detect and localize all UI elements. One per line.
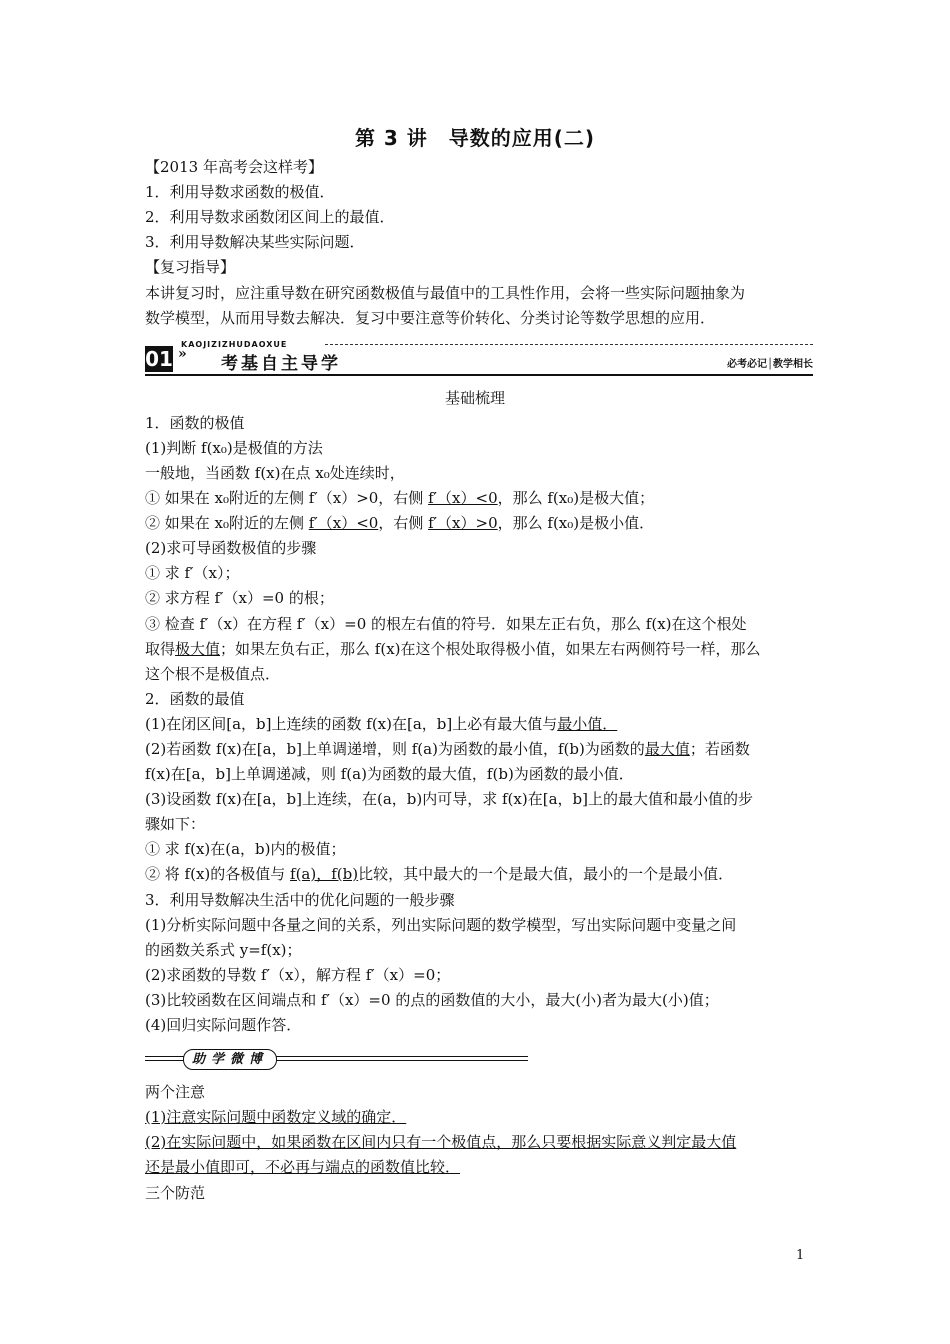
s3-title: 3．利用导数解决生活中的优化问题的一般步骤 xyxy=(145,891,455,909)
subheading: 基础梳理 xyxy=(444,389,505,407)
text-run: ② 如果在 x₀附近的左侧 xyxy=(145,514,309,532)
three-cautions-title: 三个防范 xyxy=(145,1184,206,1202)
banner-section-title: 考基自主导学 xyxy=(221,354,341,374)
s2-p3b: 骤如下： xyxy=(145,815,206,833)
double-chevron-icon: » xyxy=(178,346,187,362)
s3-p3: (3)比较函数在区间端点和 f′（x）=0 的点的函数值的大小，最大(小)者为最大(小)值； xyxy=(145,991,719,1009)
objective-2: 2．利用导数求函数闭区间上的最值． xyxy=(145,208,395,226)
text-run: (2)若函数 f(x)在[a，b]上单调递增，则 f(a)为函数的最小值，f(b)为函数的 xyxy=(145,740,645,758)
review-line-2: 数学模型，从而用导数去解决．复习中要注意等价转化、分类讨论等数学思想的应用． xyxy=(145,309,716,327)
s2-step-1: ① 求 f(x)在(a，b)内的极值； xyxy=(145,840,346,858)
objective-1: 1．利用导数求函数的极值． xyxy=(145,183,335,201)
text-run: ，右侧 xyxy=(378,514,429,532)
section-banner xyxy=(145,340,813,376)
review-line-1: 本讲复习时，应注重导数在研究函数极值与最值中的工具性作用，会将一些实际问题抽象为 xyxy=(145,284,746,302)
banner-pinyin: KAOJIZIZHUDAOXUE xyxy=(181,340,288,349)
s1-case-1 xyxy=(145,488,654,508)
s1-step-3c: 这个根不是极值点． xyxy=(145,665,281,683)
banner-number: 01 xyxy=(145,347,173,371)
s2-p2 xyxy=(145,739,750,759)
text-run: ；若函数 xyxy=(689,740,750,758)
note-2a: (2)在实际问题中，如果函数在区间内只有一个极值点，那么只要根据实际意义判定最大值 xyxy=(145,1133,737,1151)
text-run: ① 如果在 x₀附近的左侧 f′（x）>0，右侧 xyxy=(145,489,429,507)
s3-p4: (4)回归实际问题作答． xyxy=(145,1016,302,1034)
s1-step-2: ② 求方程 f′（x）=0 的根； xyxy=(145,589,334,607)
underlined-answer: f′（x）<0 xyxy=(428,489,498,507)
s3-p2: (2)求函数的导数 f′（x），解方程 f′（x）=0； xyxy=(145,966,451,984)
text-run: 比较，其中最大的一个是最大值，最小的一个是最小值． xyxy=(358,865,734,883)
underlined-answer: 极大值 xyxy=(175,640,221,658)
banner-underline xyxy=(145,374,813,376)
underlined-answer: f′（x）<0 xyxy=(308,514,379,532)
underlined-answer: f′（x）>0 xyxy=(428,514,498,532)
text-run: ② 将 f(x)的各极值与 xyxy=(145,865,291,883)
underlined-answer: 最小值． xyxy=(557,715,618,733)
note-1: (1)注意实际问题中函数定义域的确定． xyxy=(145,1108,407,1126)
text-run: ；如果左负右正，那么 f(x)在这个根处取得极小值，如果左右两侧符号一样，那么 xyxy=(220,640,761,658)
text-run: ，那么 f(x₀)是极小值． xyxy=(497,514,655,532)
text-run: (1)在闭区间[a，b]上连续的函数 f(x)在[a，b]上必有最大值与 xyxy=(145,715,558,733)
s1-p3: (2)求可导函数极值的步骤 xyxy=(145,539,317,557)
banner-right-label: 必考必记│教学相长 xyxy=(726,359,813,370)
objective-3: 3．利用导数解决某些实际问题． xyxy=(145,233,365,251)
text-run: ，那么 f(x₀)是极大值； xyxy=(497,489,655,507)
s1-p2: 一般地，当函数 f(x)在点 x₀处连续时， xyxy=(145,464,405,482)
review-header: 【复习指导】 xyxy=(145,258,236,276)
underlined-answer: f(a)，f(b) xyxy=(290,865,359,883)
underlined-answer: 最大值 xyxy=(644,740,690,758)
zhuxue-weibo-divider xyxy=(145,1048,528,1070)
s1-title: 1．函数的极值 xyxy=(145,414,245,432)
banner-dashed-line xyxy=(325,344,813,345)
exam-header: 【2013 年高考会这样考】 xyxy=(145,158,323,176)
page-number: 1 xyxy=(796,1248,805,1263)
zhuxue-badge: 助学微博 xyxy=(183,1049,277,1070)
text-run: 取得 xyxy=(145,640,176,658)
s2-p1 xyxy=(145,714,617,734)
s1-p1: (1)判断 f(x₀)是极值的方法 xyxy=(145,439,323,457)
two-notes-title: 两个注意 xyxy=(145,1083,206,1101)
note-2b: 还是最小值即可，不必再与端点的函数值比较． xyxy=(145,1158,461,1176)
s1-step-3a: ③ 检查 f′（x）在方程 f′（x）=0 的根左右值的符号．如果左正右负，那么 f(x)在这个根处 xyxy=(145,615,747,633)
s2-p3a: (3)设函数 f(x)在[a，b]上连续，在(a，b)内可导，求 f(x)在[a，b]上的最大值和最小值的步 xyxy=(145,790,753,808)
s2-title: 2．函数的最值 xyxy=(145,690,245,708)
s2-p2c: f(x)在[a，b]上单调递减，则 f(a)为函数的最大值，f(b)为函数的最小值． xyxy=(145,765,634,783)
s1-step-1: ① 求 f′（x）； xyxy=(145,564,240,582)
s1-case-2 xyxy=(145,513,654,533)
s2-step-2 xyxy=(145,864,733,884)
page-title: 第 3 讲 导数的应用(二) xyxy=(354,126,596,150)
s3-p1b: 的函数关系式 y=f(x)； xyxy=(145,941,302,959)
s3-p1a: (1)分析实际问题中各量之间的关系，列出实际问题的数学模型，写出实际问题中变量之间 xyxy=(145,916,737,934)
s1-step-3b xyxy=(145,639,761,659)
